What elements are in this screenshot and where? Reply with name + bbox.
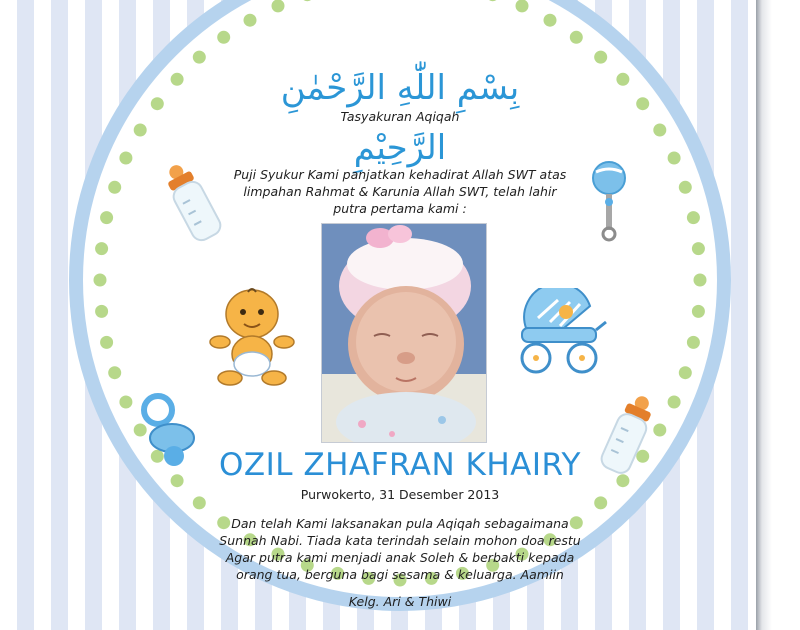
ring-dot bbox=[687, 336, 700, 349]
ring-dot bbox=[668, 152, 681, 165]
ring-dot bbox=[100, 211, 113, 224]
ring-dot bbox=[692, 242, 705, 255]
ring-dot bbox=[544, 14, 557, 27]
ring-dot bbox=[616, 73, 629, 86]
ring-dot bbox=[486, 0, 499, 1]
signature: Kelg. Ari & Thiwi bbox=[348, 594, 452, 609]
pacifier-icon bbox=[134, 390, 200, 470]
closing-text bbox=[160, 515, 640, 583]
ring-dot bbox=[694, 274, 707, 287]
intro-line: limpahan Rahmat & Karunia Allah SWT, telah lahir bbox=[243, 184, 557, 199]
ring-dot bbox=[594, 51, 607, 64]
baby-bottle-icon bbox=[160, 158, 230, 248]
ring-dot bbox=[692, 305, 705, 318]
ring-dot bbox=[653, 124, 666, 137]
rattle-icon bbox=[586, 158, 632, 244]
bismillah-calligraphy: بِسْمِ اللّٰهِ الرَّحْمٰنِ الرَّحِيْمِ bbox=[280, 68, 520, 168]
ring-dot bbox=[171, 73, 184, 86]
baby-bottle-icon bbox=[594, 392, 664, 482]
ring-dot bbox=[134, 124, 147, 137]
ring-dot bbox=[570, 31, 583, 44]
closing-line: orang tua, berguna bagi sesama & keluarga. Aamiin bbox=[236, 567, 564, 582]
ring-dot bbox=[95, 242, 108, 255]
ring-dot bbox=[668, 396, 681, 409]
stroller-icon bbox=[508, 288, 612, 378]
intro-line: putra pertama kami : bbox=[333, 201, 467, 216]
ring-dot bbox=[217, 31, 230, 44]
ring-dot bbox=[687, 211, 700, 224]
intro-text bbox=[160, 166, 640, 217]
closing-line: Sunnah Nabi. Tiada kata terindah selain mohon doa restu bbox=[219, 533, 581, 548]
ring-dot bbox=[94, 274, 107, 287]
ring-dot bbox=[108, 366, 121, 379]
baby-photo bbox=[321, 223, 487, 443]
place-date: Purwokerto, 31 Desember 2013 bbox=[300, 487, 500, 502]
card-title: Tasyakuran Aqiqah bbox=[340, 109, 460, 124]
ring-dot bbox=[244, 14, 257, 27]
ring-dot bbox=[119, 152, 132, 165]
ring-dot bbox=[95, 305, 108, 318]
baby-icon bbox=[208, 284, 300, 388]
closing-line: Dan telah Kami laksanakan pula Aqiqah sebagaimana bbox=[231, 516, 569, 531]
ring-dot bbox=[100, 336, 113, 349]
closing-line: Agar putra kami menjadi anak Soleh & berbakti kepada bbox=[225, 550, 575, 565]
ring-dot bbox=[679, 366, 692, 379]
baby-name: OZIL ZHAFRAN KHAIRY bbox=[218, 447, 581, 483]
ring-dot bbox=[272, 0, 285, 12]
ring-dot bbox=[301, 0, 314, 1]
ring-dot bbox=[679, 181, 692, 194]
ring-dot bbox=[193, 51, 206, 64]
ring-dot bbox=[119, 396, 132, 409]
intro-line: Puji Syukur Kami panjatkan kehadirat Allah SWT atas bbox=[233, 167, 567, 182]
ring-dot bbox=[516, 0, 529, 12]
ring-dot bbox=[108, 181, 121, 194]
